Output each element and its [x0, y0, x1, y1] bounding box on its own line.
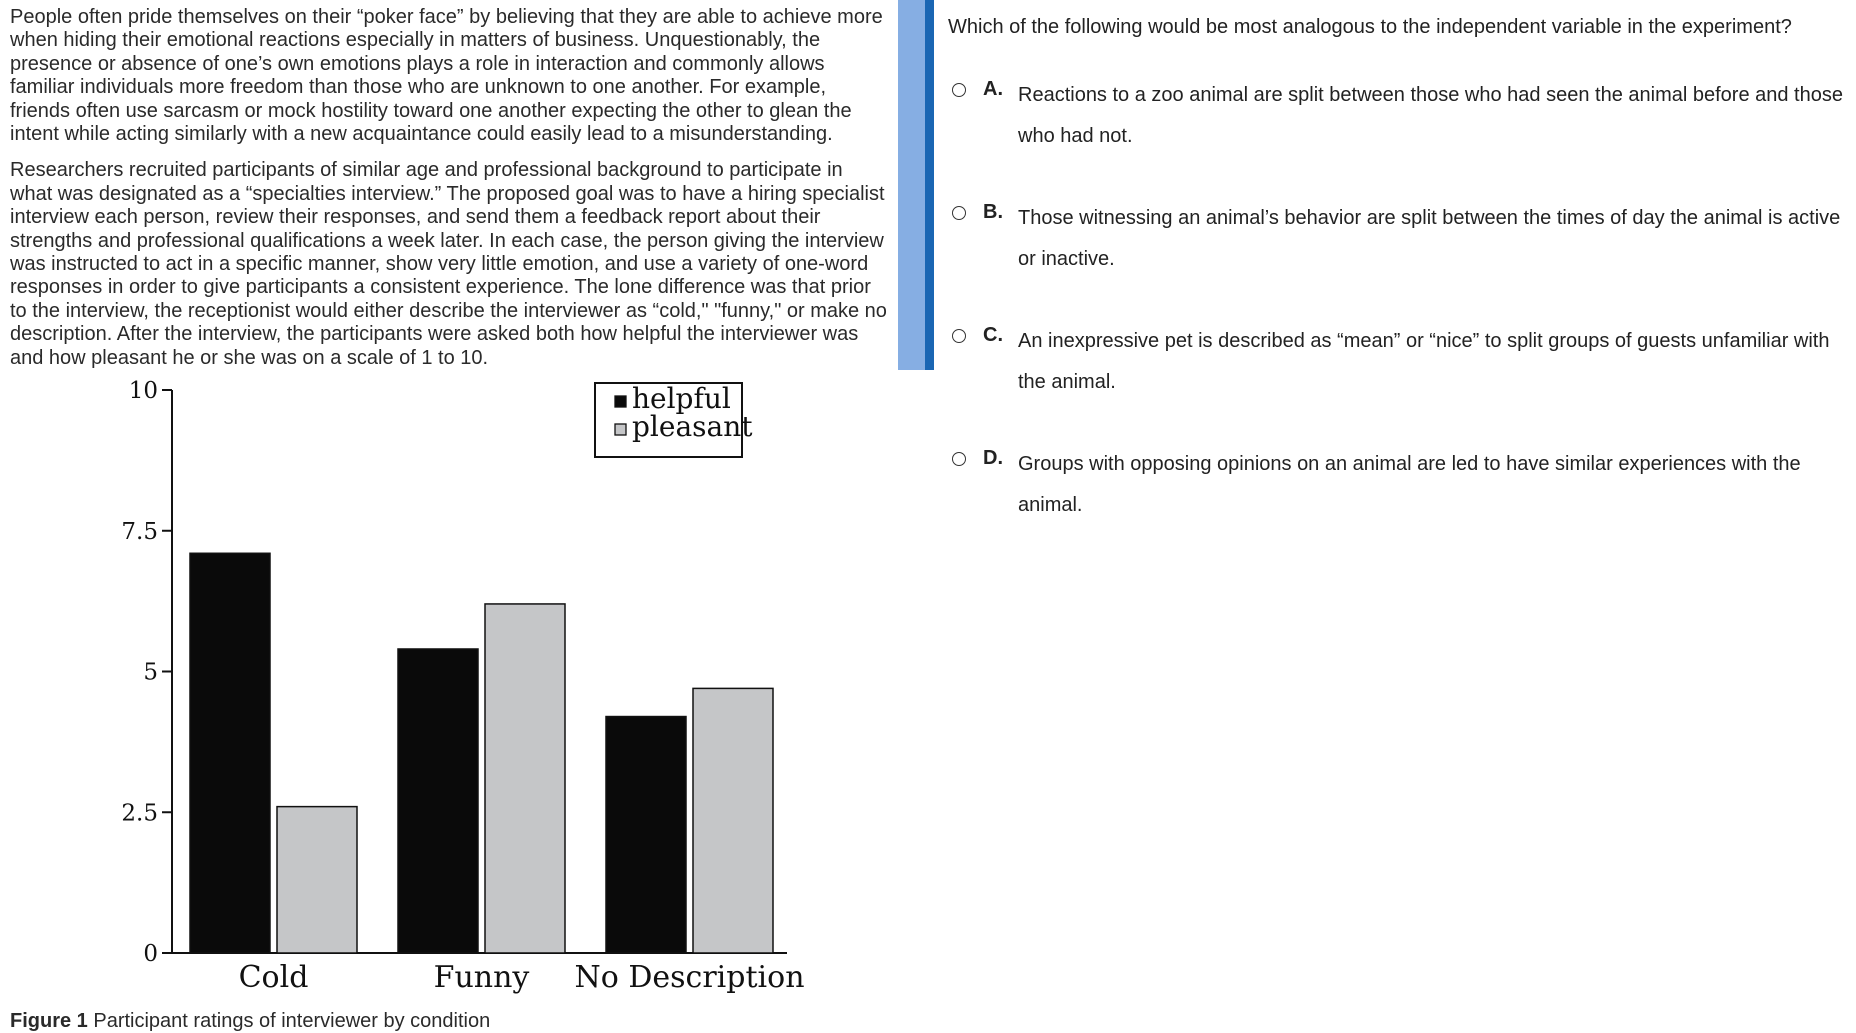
option-letter-d: D. [983, 447, 1003, 469]
figure-1 [0, 370, 900, 1032]
y-tick-label: 7.5 [121, 518, 158, 545]
bar-pleasant-cold [277, 807, 357, 953]
option-text-d: Groups with opposing opinions on an animal are led to have similar experiences with the animal. [1018, 453, 1801, 516]
radio-c[interactable] [952, 329, 966, 343]
radio-b[interactable] [952, 206, 966, 220]
question-prompt: Which of the following would be most analogous to the independent variable in the experiment? [948, 16, 1792, 38]
option-text-b: Those witnessing an animal’s behavior are split between the times of day the animal is active or inactive. [1018, 207, 1841, 270]
passage-paragraph-2: Researchers recruited participants of similar age and professional background to participate in what was designated as a “specialties interview.” The proposed goal was to have a hiring specialist interview each person, review their responses, and send them a feedback report about their strengths and professional qualifications a week later. In each case, the person giving the interview was instructed to act in a specific manner, show very little emotion, and use a variety of one-word responses in order to give participants a consistent experience. The lone difference was that prior to the interview, the receptionist would either describe the interviewer as “cold," "funny," or make no description. After the interview, the participants were asked both how helpful the interviewer was and how pleasant he or she was on a scale of 1 to 10. [10, 159, 887, 369]
radio-a[interactable] [952, 83, 966, 97]
bar-chart [0, 370, 900, 1010]
bar-helpful-cold [190, 553, 270, 953]
legend-label-helpful: helpful [632, 382, 731, 415]
bar-helpful-funny [398, 649, 478, 953]
bar-pleasant-funny [485, 604, 565, 953]
passage [10, 6, 890, 383]
y-tick-label: 5 [143, 659, 158, 686]
x-category-label: No Description [574, 960, 805, 995]
panel-divider-accent [925, 0, 934, 370]
bar-pleasant-no-description [693, 688, 773, 953]
x-category-label: Funny [433, 960, 530, 995]
option-text-c: An inexpressive pet is described as “mean” or “nice” to split groups of guests unfamiliar with the animal. [1018, 330, 1830, 393]
y-tick-label: 10 [128, 378, 158, 404]
option-text-a: Reactions to a zoo animal are split between those who had seen the animal before and those who had not. [1018, 84, 1843, 147]
figure-caption-text: Participant ratings of interviewer by condition [93, 1010, 491, 1032]
bar-helpful-no-description [606, 717, 686, 953]
y-tick-label: 2.5 [121, 800, 158, 827]
figure-label: Figure 1 [10, 1010, 88, 1032]
legend-swatch-pleasant [615, 424, 626, 435]
legend-label-pleasant: pleasant [632, 410, 753, 443]
passage-paragraph-1: People often pride themselves on their “poker face” by believing that they are able to achieve more when hiding their emotional reactions especially in matters of business. Unquestionably, the presence or absence of one’s own emotions plays a role in interaction and commonly allows familiar individuals more freedom than those who are unknown to one another. For example, friends often use sarcasm or mock hostility toward one another expecting the other to glean the intent while acting similarly with a new acquaintance could easily lead to a misunderstanding. [10, 6, 883, 146]
option-letter-c: C. [983, 324, 1003, 346]
option-letter-b: B. [983, 201, 1003, 223]
y-tick-label: 0 [143, 941, 158, 967]
x-category-label: Cold [238, 960, 309, 995]
panel-divider [898, 0, 934, 370]
radio-d[interactable] [952, 452, 966, 466]
option-letter-a: A. [983, 78, 1003, 100]
figure-caption [10, 1010, 490, 1033]
legend-swatch-helpful [615, 396, 626, 407]
